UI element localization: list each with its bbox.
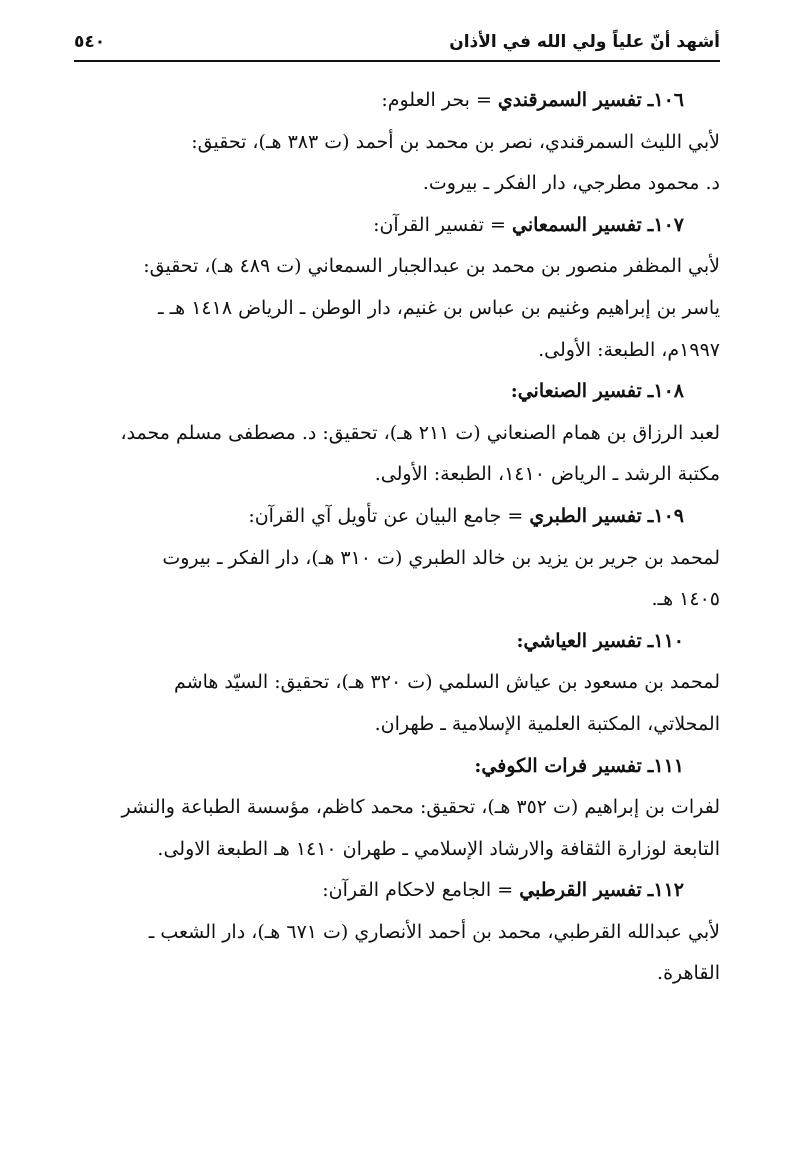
entry-title-bold: تفسير فرات الكوفي:	[474, 754, 642, 777]
entry-title	[74, 621, 720, 663]
page-number: ٥٤٠	[74, 32, 106, 52]
entry-number: ١٠٦ـ	[647, 89, 684, 111]
entry-title-bold: تفسير العياشي:	[516, 629, 642, 652]
entry-text-line: لمحمد بن جرير بن يزيد بن خالد الطبري (ت ٣١٠ هـ)، دار الفكر ـ بيروت	[162, 546, 720, 569]
entry-text-line: مكتبة الرشد ـ الرياض ١٤١٠، الطبعة: الأولى.	[374, 463, 720, 486]
entry-text-line: لفرات بن إبراهيم (ت ٣٥٢ هـ)، تحقيق: محمد كاظم، مؤسسة الطباعة والنشر	[121, 796, 720, 819]
entry-number: ١١٠ـ	[647, 629, 684, 652]
entry-title	[74, 371, 720, 413]
entry-text-line: لمحمد بن مسعود بن عياش السلمي (ت ٣٢٠ هـ)، تحقيق: السيّد هاشم	[174, 671, 720, 694]
entry-text-line: المحلاتي، المكتبة العلمية الإسلامية ـ طهران.	[374, 712, 720, 735]
entry-number: ١٠٧ـ	[647, 213, 684, 236]
entry-title-bold: تفسير السمرقندي	[497, 89, 642, 111]
entry-title-bold: تفسير القرطبي	[519, 879, 642, 902]
bibliography-entry-108	[74, 371, 720, 496]
entry-number: ١١٢ـ	[647, 879, 684, 902]
entry-text-line: التابعة لوزارة الثقافة والارشاد الإسلامي ـ طهران ١٤١٠ هـ الطبعة الاولى.	[157, 837, 720, 860]
bibliography-entry-112	[74, 870, 720, 995]
bibliography-entry-106	[74, 80, 720, 205]
bibliography-entry-109	[74, 496, 720, 621]
entry-title-bold: تفسير الطبري	[529, 504, 642, 527]
entry-title-bold: تفسير الصنعاني:	[510, 380, 642, 403]
bibliography-entry-110	[74, 621, 720, 746]
running-header-title: أشهد أنّ علياً ولي الله في الأذان	[449, 32, 720, 52]
entry-text-line: لعبد الرزاق بن همام الصنعاني (ت ٢١١ هـ)، تحقيق: د. مصطفى مسلم محمد،	[120, 421, 720, 444]
entry-text-line: القاهرة.	[657, 962, 720, 985]
entry-title-rest: = بحر العلوم:	[381, 89, 498, 111]
entry-title	[74, 746, 720, 788]
entry-text-line: ١٤٠٥ هـ.	[651, 588, 720, 611]
entry-text-line: لأبي عبدالله القرطبي، محمد بن أحمد الأنصاري (ت ٦٧١ هـ)، دار الشعب ـ	[148, 920, 720, 943]
entry-text-line: د. محمود مطرجي، دار الفكر ـ بيروت.	[422, 172, 720, 195]
entry-text-line: ١٩٩٧م، الطبعة: الأولى.	[538, 338, 720, 361]
entry-text-line: لأبي المظفر منصور بن محمد بن عبدالجبار السمعاني (ت ٤٨٩ هـ)، تحقيق:	[143, 255, 720, 278]
entry-number: ١٠٨ـ	[647, 380, 684, 403]
entry-title-rest: = تفسير القرآن:	[373, 213, 512, 236]
entry-number: ١٠٩ـ	[647, 504, 684, 527]
entry-title	[74, 496, 720, 538]
header-divider	[74, 60, 720, 62]
entry-text-line: لأبي الليث السمرقندي، نصر بن محمد بن أحمد (ت ٣٨٣ هـ)، تحقيق:	[191, 130, 720, 153]
bibliography-body	[74, 80, 720, 995]
entry-title-bold: تفسير السمعاني	[511, 213, 642, 236]
entry-title-rest: = الجامع لاحكام القرآن:	[322, 879, 520, 902]
bibliography-entry-111	[74, 746, 720, 871]
entry-title-rest: = جامع البيان عن تأويل آي القرآن:	[248, 504, 530, 527]
bibliography-entry-107	[74, 205, 720, 371]
entry-number: ١١١ـ	[647, 754, 684, 777]
entry-title	[74, 205, 720, 247]
entry-title	[74, 80, 720, 122]
entry-title	[74, 870, 720, 912]
running-header	[74, 30, 720, 60]
entry-text-line: ياسر بن إبراهيم وغنيم بن عباس بن غنيم، دار الوطن ـ الرياض ١٤١٨ هـ ـ	[157, 296, 720, 319]
